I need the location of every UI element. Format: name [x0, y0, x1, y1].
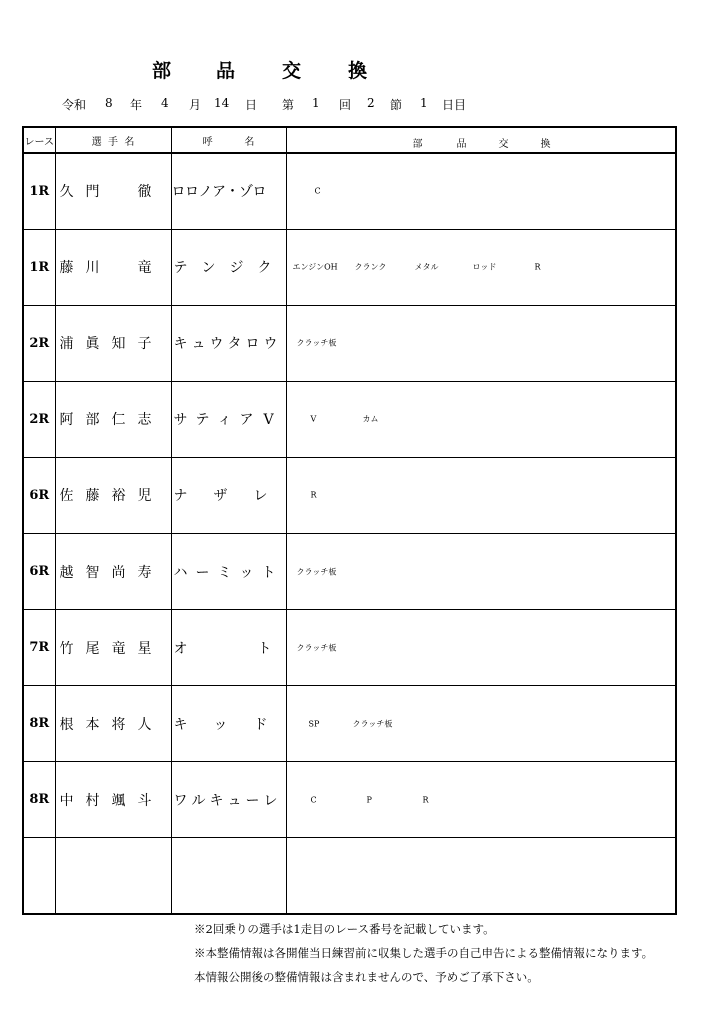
day-unit: 日: [245, 98, 258, 112]
racer-name-char: 児: [137, 488, 152, 505]
racer-name-char: 藤: [59, 260, 74, 277]
racer-name-char: 知: [111, 336, 126, 353]
header-yomi-char: 呼: [202, 136, 213, 148]
part-item: V: [310, 414, 317, 424]
racer-nickname-char: ハ: [173, 564, 188, 581]
racer-nickname-char: ィ: [217, 412, 232, 429]
race-number: 1R: [23, 229, 55, 305]
day-number: 1: [420, 96, 428, 110]
table-row: [23, 838, 676, 914]
race-number: 8R: [23, 762, 55, 838]
header-race: [23, 127, 55, 153]
table-row: [23, 533, 676, 609]
part-item: SP: [308, 719, 320, 729]
header-yomi-char: 名: [244, 136, 255, 148]
part-item: クラッチ板: [352, 719, 393, 729]
racer-name-char: 智: [85, 564, 100, 581]
kai: 回: [339, 98, 352, 112]
race-number: [23, 838, 55, 914]
racer-nickname-char: キ: [173, 336, 188, 353]
race-number: 8R: [23, 686, 55, 762]
month: 4: [161, 96, 169, 110]
header-yomi: [171, 127, 286, 153]
part-item: クラッチ板: [296, 338, 337, 348]
racer-nickname-char: ュ: [227, 792, 242, 809]
racer-name-char: 佐: [59, 488, 74, 505]
racer-name-char: 越: [59, 564, 74, 581]
racer-name-char: 竜: [111, 640, 126, 657]
racer-name-char: 村: [85, 792, 100, 809]
racer-name-char: 徹: [137, 184, 152, 201]
racer-nickname-char: ュ: [191, 336, 206, 353]
racer-name: [55, 153, 171, 229]
racer-nickname-char: レ: [263, 792, 278, 809]
note-1: ※2回乗りの選手は1走目のレース番号を記載しています。: [194, 922, 495, 936]
racer-nickname-char: レ: [253, 488, 268, 505]
racer-name-char: 眞: [85, 336, 100, 353]
dai: 第: [282, 98, 295, 112]
race-number: 6R: [23, 457, 55, 533]
racer-nickname-char: ッ: [213, 716, 228, 733]
parts-replaced: [286, 229, 676, 305]
racer-nickname-char: ノ: [198, 184, 213, 201]
racer-name-char: 川: [85, 260, 100, 277]
racer-nickname-char: ル: [191, 792, 206, 809]
racer-nickname-char: ワ: [173, 792, 188, 809]
part-item: メタル: [414, 262, 439, 272]
racer-name-char: 中: [59, 792, 74, 809]
racer-name: [55, 229, 171, 305]
note-2: ※本整備情報は各開催当日練習前に収集した選手の自己申告による整備情報になります。: [194, 946, 654, 960]
parts-replaced: [286, 457, 676, 533]
setsu: 節: [390, 98, 403, 112]
parts-replaced: [286, 610, 676, 686]
header-parts-char: 交: [498, 139, 509, 150]
racer-nickname-char: ・: [225, 184, 240, 201]
era: 令和: [62, 98, 87, 112]
racer-nickname-char: タ: [227, 336, 242, 353]
racer-nickname-char: ナ: [173, 488, 188, 505]
part-item: クラッチ板: [296, 567, 337, 577]
year-unit: 年: [130, 98, 143, 112]
racer-nickname-char: ー: [195, 564, 210, 581]
day-label: 日目: [442, 98, 467, 112]
parts-replaced: [286, 381, 676, 457]
racer-nickname-char: サ: [173, 412, 188, 429]
racer-name-char: 斗: [137, 792, 152, 809]
race-number: 2R: [23, 305, 55, 381]
racer-name-char: 門: [85, 184, 100, 201]
year: 8: [105, 96, 113, 110]
racer-name: [55, 533, 171, 609]
racer-name-char: 志: [137, 412, 152, 429]
racer-name-char: 尚: [111, 564, 126, 581]
header-racer-char: 選: [91, 136, 102, 148]
parts-replaced: [286, 305, 676, 381]
racer-nickname-char: ク: [257, 260, 272, 277]
racer-name-char: 藤: [85, 488, 100, 505]
parts-replaced: [286, 838, 676, 914]
month-unit: 月: [189, 98, 202, 112]
racer-name: [55, 305, 171, 381]
racer-nickname-char: ド: [253, 716, 268, 733]
race-number: 1R: [23, 153, 55, 229]
racer-nickname-char: ン: [201, 260, 216, 277]
table-header-row: [23, 127, 676, 153]
racer-name-char: 竹: [59, 640, 74, 657]
table-row: [23, 229, 676, 305]
racer-name-char: 人: [137, 716, 152, 733]
racer-nickname: [171, 457, 286, 533]
header-racer: [55, 127, 171, 153]
racer-name-char: 久: [59, 184, 74, 201]
race-number: 2R: [23, 381, 55, 457]
racer-name-char: 仁: [111, 412, 126, 429]
racer-nickname-char: ア: [212, 184, 226, 201]
header-parts-char: 換: [540, 139, 551, 150]
racer-name: [55, 838, 171, 914]
racer-name: [55, 457, 171, 533]
racer-nickname: [171, 762, 286, 838]
racer-nickname-char: キ: [173, 716, 188, 733]
racer-nickname-char: ザ: [213, 488, 228, 505]
racer-name-char: 竜: [137, 260, 152, 277]
racer-nickname: [171, 305, 286, 381]
racer-nickname-char: ロ: [171, 184, 186, 201]
part-item: C: [310, 795, 317, 805]
racer-name-char: 尾: [85, 640, 100, 657]
racer-nickname: [171, 838, 286, 914]
racer-name-char: 本: [85, 716, 100, 733]
racer-nickname-char: テ: [173, 260, 188, 277]
title-char: 換: [348, 60, 368, 82]
racer-name-char: 子: [137, 336, 152, 353]
racer-nickname-char: ロ: [185, 184, 199, 201]
racer-nickname-char: ロ: [252, 184, 267, 201]
table-row: [23, 610, 676, 686]
racer-name-char: 根: [59, 716, 74, 733]
racer-nickname-char: オ: [173, 640, 188, 657]
part-item: R: [422, 795, 429, 805]
title-char: 交: [282, 60, 302, 82]
day: 14: [214, 96, 230, 110]
note-3: 本情報公開後の整備情報は含まれませんので、予めご了承下さい。: [194, 970, 539, 984]
racer-name-char: 浦: [59, 336, 74, 353]
racer-name: [55, 686, 171, 762]
session-number: 1: [312, 96, 320, 110]
header-race-label: レース: [24, 136, 54, 148]
parts-replaced: [286, 686, 676, 762]
parts-replaced: [286, 762, 676, 838]
header-parts-char: 品: [456, 139, 467, 150]
racer-nickname: [171, 533, 286, 609]
racer-nickname: [171, 610, 286, 686]
racer-nickname-char: ウ: [263, 336, 278, 353]
racer-name-char: 寿: [137, 564, 152, 581]
racer-nickname-char: ゾ: [239, 184, 253, 201]
racer-nickname-char: ジ: [229, 260, 244, 277]
part-item: クランク: [354, 262, 387, 272]
footnotes: [194, 917, 653, 989]
table-row: [23, 457, 676, 533]
racer-name: [55, 762, 171, 838]
racer-nickname-char: ミ: [217, 564, 232, 581]
table-row: [23, 381, 676, 457]
racer-name: [55, 610, 171, 686]
racer-name-char: 星: [137, 640, 152, 657]
racer-name-char: 阿: [59, 412, 74, 429]
table-row: [23, 305, 676, 381]
racer-name-char: 颯: [111, 792, 126, 809]
race-number: 7R: [23, 610, 55, 686]
title-char: 品: [216, 60, 236, 82]
racer-nickname: [171, 381, 286, 457]
parts-replaced: [286, 533, 676, 609]
racer-nickname: [171, 229, 286, 305]
part-item: R: [310, 490, 317, 500]
racer-name-char: 将: [111, 716, 126, 733]
racer-name-char: 裕: [111, 488, 126, 505]
racer-nickname-char: V: [263, 412, 274, 429]
racer-nickname-char: ー: [245, 792, 260, 809]
part-item: R: [534, 262, 541, 272]
title-char: 部: [152, 60, 172, 82]
racer-nickname-char: ッ: [239, 564, 254, 581]
part-item: カム: [362, 414, 379, 424]
table-row: [23, 153, 676, 229]
parts-replaced: [286, 153, 676, 229]
racer-nickname-char: ア: [239, 412, 254, 429]
part-item: ロッド: [472, 262, 497, 272]
racer-nickname-char: ロ: [245, 336, 260, 353]
header-racer-char: 名: [124, 136, 135, 148]
racer-nickname: [171, 153, 286, 229]
racer-name-char: 部: [85, 412, 100, 429]
part-item: クラッチ板: [296, 643, 337, 653]
racer-nickname-char: テ: [195, 412, 210, 429]
part-item: エンジンOH: [292, 262, 338, 272]
racer-nickname-char: ト: [257, 640, 272, 657]
header-parts: [286, 127, 676, 153]
header-parts-char: 部: [412, 139, 423, 150]
racer-name: [55, 381, 171, 457]
parts-table: [22, 126, 677, 915]
racer-nickname: [171, 686, 286, 762]
race-number: 6R: [23, 533, 55, 609]
racer-nickname-char: ト: [261, 564, 276, 581]
part-item: P: [366, 795, 372, 805]
table-row: [23, 762, 676, 838]
section-number: 2: [367, 96, 375, 110]
racer-nickname-char: ウ: [209, 336, 224, 353]
part-item: C: [314, 186, 321, 196]
table-row: [23, 686, 676, 762]
header-racer-char: 手: [108, 136, 118, 148]
racer-nickname-char: キ: [209, 792, 224, 809]
